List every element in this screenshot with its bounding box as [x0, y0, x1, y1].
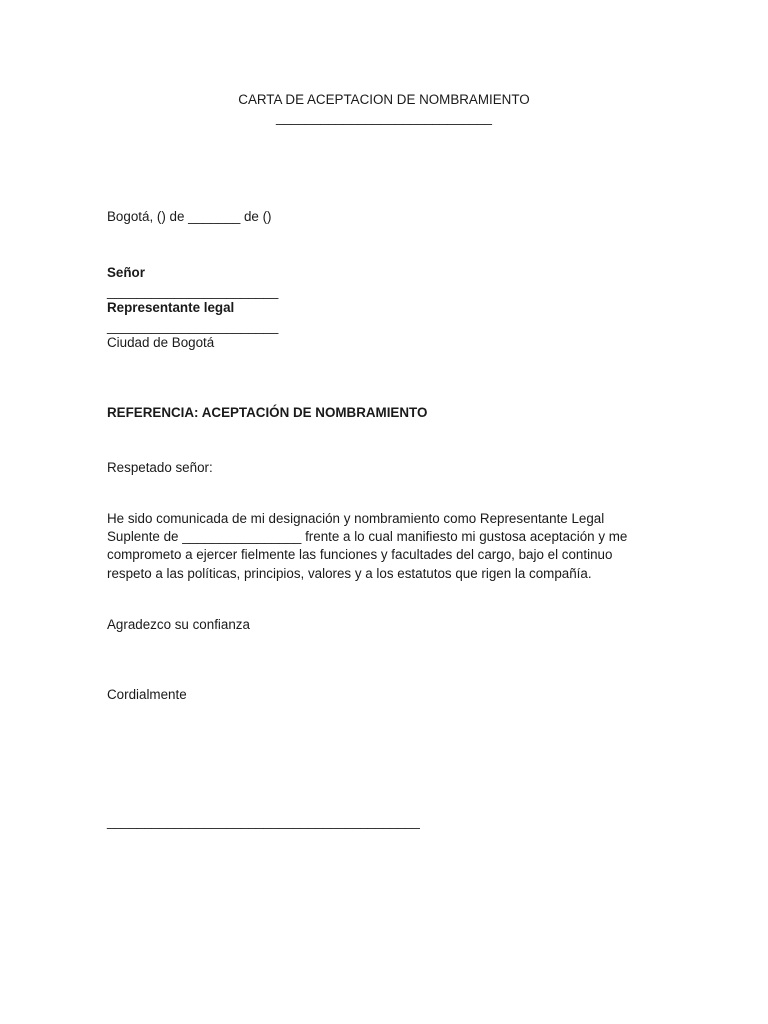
- title-underline: _____________________________: [276, 110, 492, 125]
- recipient-position: Representante legal: [107, 300, 235, 315]
- date-line: Bogotá, () de _______ de (): [107, 209, 272, 224]
- body-line: respeto a las políticas, principios, valores y a los estatutos que rigen la compañía.: [107, 565, 592, 581]
- recipient-name-blank: _______________________: [107, 284, 279, 299]
- body-line: Suplente de ________________ frente a lo cual manifiesto mi gustosa aceptación y me: [107, 529, 628, 545]
- thanks-line: Agradezco su confianza: [107, 617, 250, 632]
- recipient-salutation: Señor: [107, 265, 145, 280]
- recipient-position-blank: _______________________: [107, 319, 279, 334]
- closing-line: Cordialmente: [107, 687, 187, 702]
- reference-line: REFERENCIA: ACEPTACIÓN DE NOMBRAMIENTO: [107, 405, 428, 420]
- document-title: CARTA DE ACEPTACION DE NOMBRAMIENTO: [238, 92, 530, 107]
- body-paragraph: [107, 510, 667, 583]
- signature-line: __________________________________________: [107, 814, 420, 829]
- greeting: Respetado señor:: [107, 460, 213, 475]
- body-line: comprometo a ejercer fielmente las funciones y facultades del cargo, bajo el continuo: [107, 547, 613, 563]
- body-line: He sido comunicada de mi designación y nombramiento como Representante Legal: [107, 511, 605, 526]
- recipient-city: Ciudad de Bogotá: [107, 335, 215, 350]
